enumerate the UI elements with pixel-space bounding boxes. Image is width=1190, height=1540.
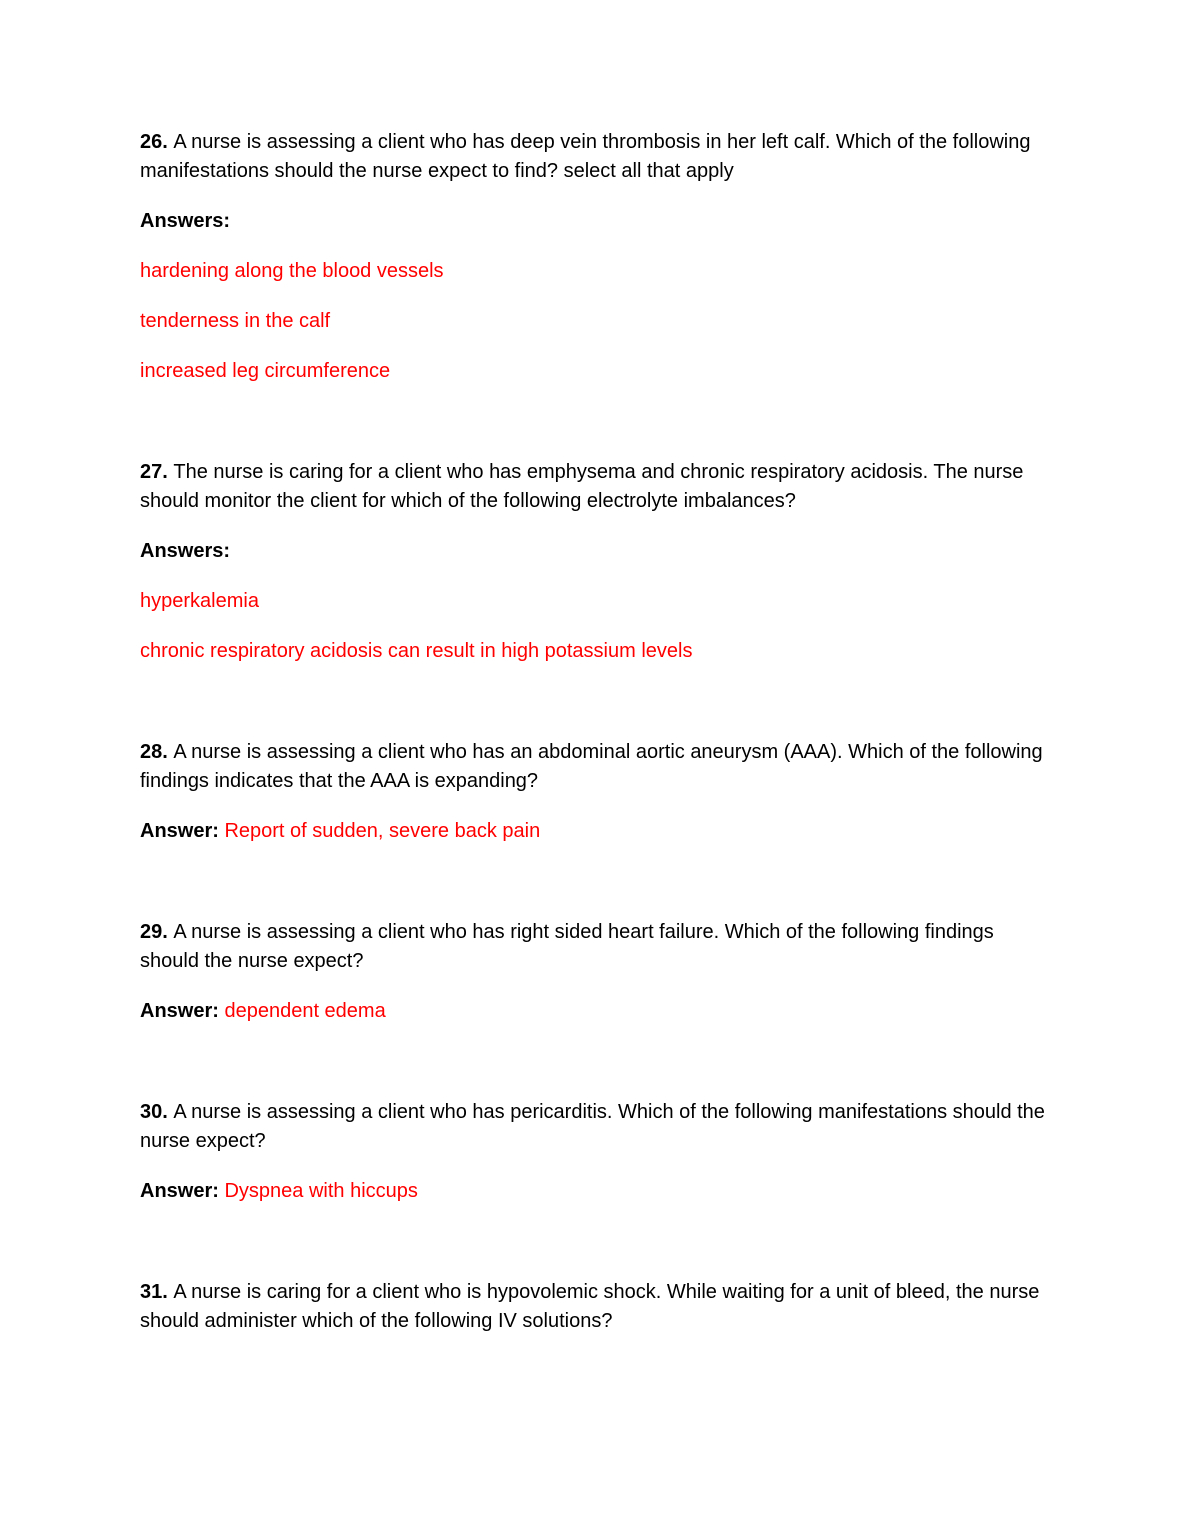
question-paragraph xyxy=(140,458,1045,516)
question-text: A nurse is assessing a client who has deep vein thrombosis in her left calf. Which of the following manifestations should the nurse expect to find? select all that apply xyxy=(140,131,1031,182)
question-paragraph xyxy=(140,1098,1045,1156)
question-block xyxy=(140,918,1045,1026)
question-block xyxy=(140,458,1045,666)
question-number: 28. xyxy=(140,741,174,763)
question-list xyxy=(140,128,1045,1336)
question-paragraph xyxy=(140,128,1045,186)
answer-line: hyperkalemia xyxy=(140,590,259,612)
question-text: A nurse is caring for a client who is hypovolemic shock. While waiting for a unit of bleed, the nurse should administer which of the following IV solutions? xyxy=(140,1281,1040,1332)
answer-label: Answer: xyxy=(140,1000,219,1022)
answer-label-paragraph xyxy=(140,817,1045,846)
question-text: A nurse is assessing a client who has pericarditis. Which of the following manifestations should the nurse expect? xyxy=(140,1101,1045,1152)
answer-label: Answer: xyxy=(140,820,219,842)
question-paragraph xyxy=(140,1278,1045,1336)
answer-label: Answers: xyxy=(140,210,231,232)
question-number: 27. xyxy=(140,461,174,483)
question-number: 29. xyxy=(140,921,174,943)
answer-line: tenderness in the calf xyxy=(140,310,331,332)
question-number: 26. xyxy=(140,131,174,153)
answer-label-paragraph xyxy=(140,537,1045,566)
answer-line: hardening along the blood vessels xyxy=(140,260,444,282)
answer-inline-text: dependent edema xyxy=(218,1000,386,1022)
question-number: 31. xyxy=(140,1281,174,1303)
question-paragraph xyxy=(140,738,1045,796)
question-number: 30. xyxy=(140,1101,174,1123)
answer-label-paragraph xyxy=(140,1177,1045,1206)
answer-label: Answer: xyxy=(140,1180,219,1202)
answer-line: increased leg circumference xyxy=(140,360,391,382)
question-text: A nurse is assessing a client who has right sided heart failure. Which of the following findings should the nurse expect? xyxy=(140,921,994,972)
answer-label-paragraph xyxy=(140,207,1045,236)
question-text: A nurse is assessing a client who has an abdominal aortic aneurysm (AAA). Which of the following findings indicates that the AAA is expanding? xyxy=(140,741,1043,792)
question-block xyxy=(140,128,1045,386)
question-block xyxy=(140,1278,1045,1336)
question-paragraph xyxy=(140,918,1045,976)
question-block xyxy=(140,1098,1045,1206)
answer-inline-text: Report of sudden, severe back pain xyxy=(218,820,541,842)
question-text: The nurse is caring for a client who has emphysema and chronic respiratory acidosis. The nurse should monitor the client for which of the following electrolyte imbalances? xyxy=(140,461,1024,512)
answer-inline-text: Dyspnea with hiccups xyxy=(218,1180,418,1202)
question-block xyxy=(140,738,1045,846)
answer-label-paragraph xyxy=(140,997,1045,1026)
answer-line: chronic respiratory acidosis can result in high potassium levels xyxy=(140,640,693,662)
answer-label: Answers: xyxy=(140,540,231,562)
